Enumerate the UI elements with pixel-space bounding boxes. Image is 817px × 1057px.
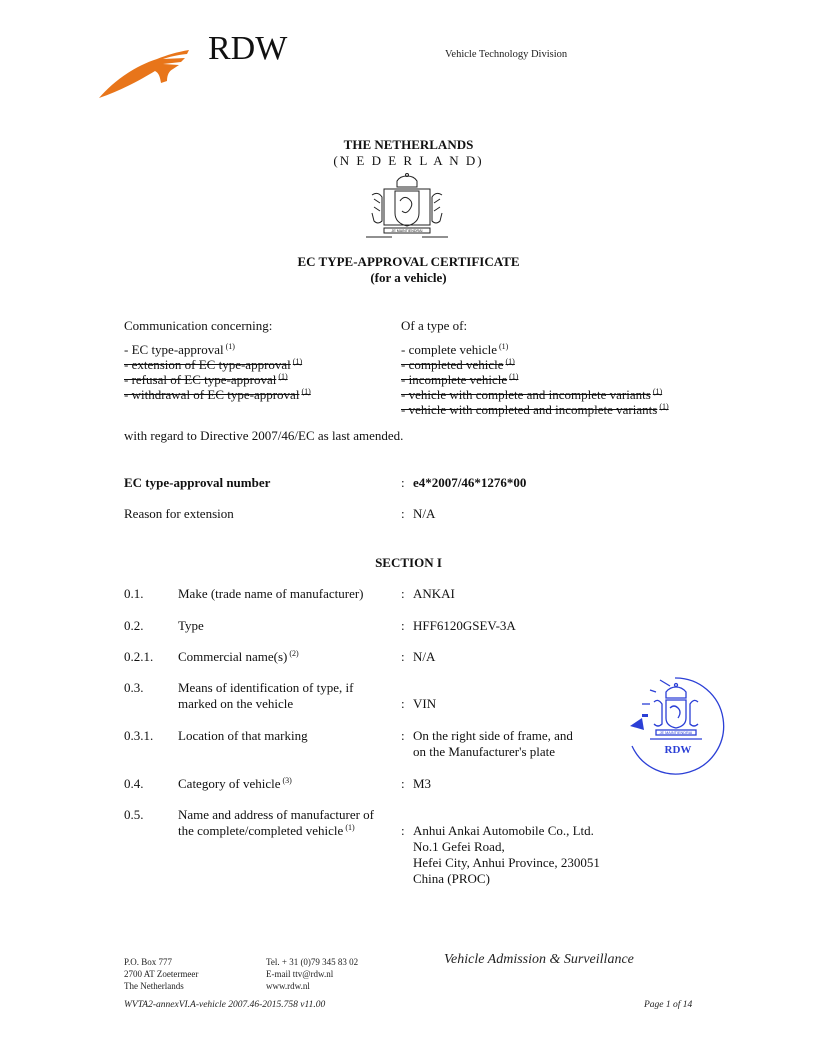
row-label-category: Category of vehicle $^{(3)}$ [178, 776, 292, 791]
footer-contact [266, 956, 358, 992]
rdw-logo-text: RDW [208, 30, 288, 67]
colon: : [401, 728, 405, 743]
section-title: SECTION I [375, 555, 442, 570]
colon: : [401, 475, 405, 490]
footer-brand-slogan: Vehicle Admission & Surveillance [444, 952, 634, 967]
colon: : [401, 696, 405, 711]
colon: : [401, 649, 405, 664]
country-title: THE NETHERLANDS [343, 137, 474, 152]
certificate-subtitle: (for a vehicle) [370, 270, 447, 285]
type-of-item-struck: - vehicle with complete and incomplete variants $^{(1)}$ [401, 387, 663, 402]
row-value-type: HFF6120GSEV-3A [413, 618, 516, 633]
directive-statement: with regard to Directive 2007/46/EC as last amended. [124, 428, 404, 443]
row-label-marking-location: Location of that marking [178, 728, 308, 743]
footer-email[interactable]: E-mail ttv@rdw.nl [266, 969, 334, 979]
type-of-item-struck: - vehicle with completed and incomplete variants $^{(1)}$ [401, 402, 669, 417]
communication-item-struck: - refusal of EC type-approval $^{(1)}$ [124, 372, 288, 387]
approval-number-label: EC type-approval number [124, 475, 271, 490]
type-of-item-struck: - incomplete vehicle $^{(1)}$ [401, 372, 519, 387]
communication-concerning-block [124, 318, 311, 402]
type-of-heading: Of a type of: [401, 318, 468, 333]
row-value-commercial-name: N/A [413, 649, 436, 664]
row-value-make: ANKAI [413, 586, 455, 601]
type-of-item-struck: - completed vehicle $^{(1)}$ [401, 357, 515, 372]
colon: : [401, 506, 405, 521]
row-value-marking-location: On the right side of frame, and on the Manufacturer's plate [413, 728, 573, 759]
row-number: 0.3.1. [124, 728, 154, 743]
footer-website-link[interactable]: www.rdw.nl [266, 981, 310, 991]
reason-for-extension-label: Reason for extension [124, 506, 234, 521]
colon: : [401, 618, 405, 633]
type-of-block [401, 318, 669, 417]
row-value-identification: VIN [413, 696, 437, 711]
communication-item-struck: - withdrawal of EC type-approval $^{(1)}$ [124, 387, 311, 402]
certificate-title: EC TYPE-APPROVAL CERTIFICATE [297, 254, 520, 269]
rdw-feather-logo-icon [97, 45, 197, 100]
communication-item: - EC type-approval $^{(1)}$ [124, 342, 235, 357]
row-label-type: Type [178, 618, 204, 633]
footer-document-reference: WVTA2-annexVI.A-vehicle 2007.46-2015.758 v11.00 [124, 1000, 326, 1010]
row-value-manufacturer: Anhui Ankai Automobile Co., Ltd. No.1 Gefei Road, Hefei City, Anhui Province, 230051 China (PROC) [413, 823, 600, 886]
svg-text:JE MAINTIENDRAI: JE MAINTIENDRAI [659, 731, 693, 735]
coat-of-arms-icon [364, 173, 450, 243]
country-native-title: (N E D E R L A N D) [333, 153, 484, 168]
division-name: Vehicle Technology Division [445, 49, 568, 60]
row-label-commercial-name: Commercial name(s) $^{(2)}$ [178, 649, 299, 664]
colon: : [401, 776, 405, 791]
colon: : [401, 823, 405, 838]
row-value-category: M3 [413, 776, 432, 791]
row-number: 0.2.1. [124, 649, 154, 664]
row-number: 0.1. [124, 586, 144, 601]
row-label-manufacturer: Name and address of manufacturer of the complete/completed vehicle $^{(1)}$ [178, 807, 374, 838]
reason-for-extension-value: N/A [413, 506, 436, 521]
row-label-identification: Means of identification of type, if marked on the vehicle [178, 680, 354, 711]
communication-item-struck: - extension of EC type-approval $^{(1)}$ [124, 357, 303, 372]
row-number: 0.5. [124, 807, 144, 822]
row-number: 0.2. [124, 618, 144, 633]
row-number: 0.3. [124, 680, 144, 695]
page-number: Page 1 of 14 [644, 1000, 693, 1010]
colon: : [401, 586, 405, 601]
communication-heading: Communication concerning: [124, 318, 273, 333]
svg-text:RDW: RDW [664, 744, 692, 756]
footer-address: P.O. Box 777 2700 AT Zoetermeer The Netherlands [124, 957, 199, 991]
row-number: 0.4. [124, 776, 144, 791]
type-of-item: - complete vehicle $^{(1)}$ [401, 342, 509, 357]
svg-text:JE MAINTIENDRAI: JE MAINTIENDRAI [391, 229, 423, 233]
footer-phone: Tel. + 31 (0)79 345 83 02 [266, 957, 359, 967]
row-label-make: Make (trade name of manufacturer) [178, 586, 364, 601]
approval-number-value: e4*2007/46*1276*00 [413, 475, 527, 490]
rdw-official-stamp-icon [620, 668, 730, 780]
